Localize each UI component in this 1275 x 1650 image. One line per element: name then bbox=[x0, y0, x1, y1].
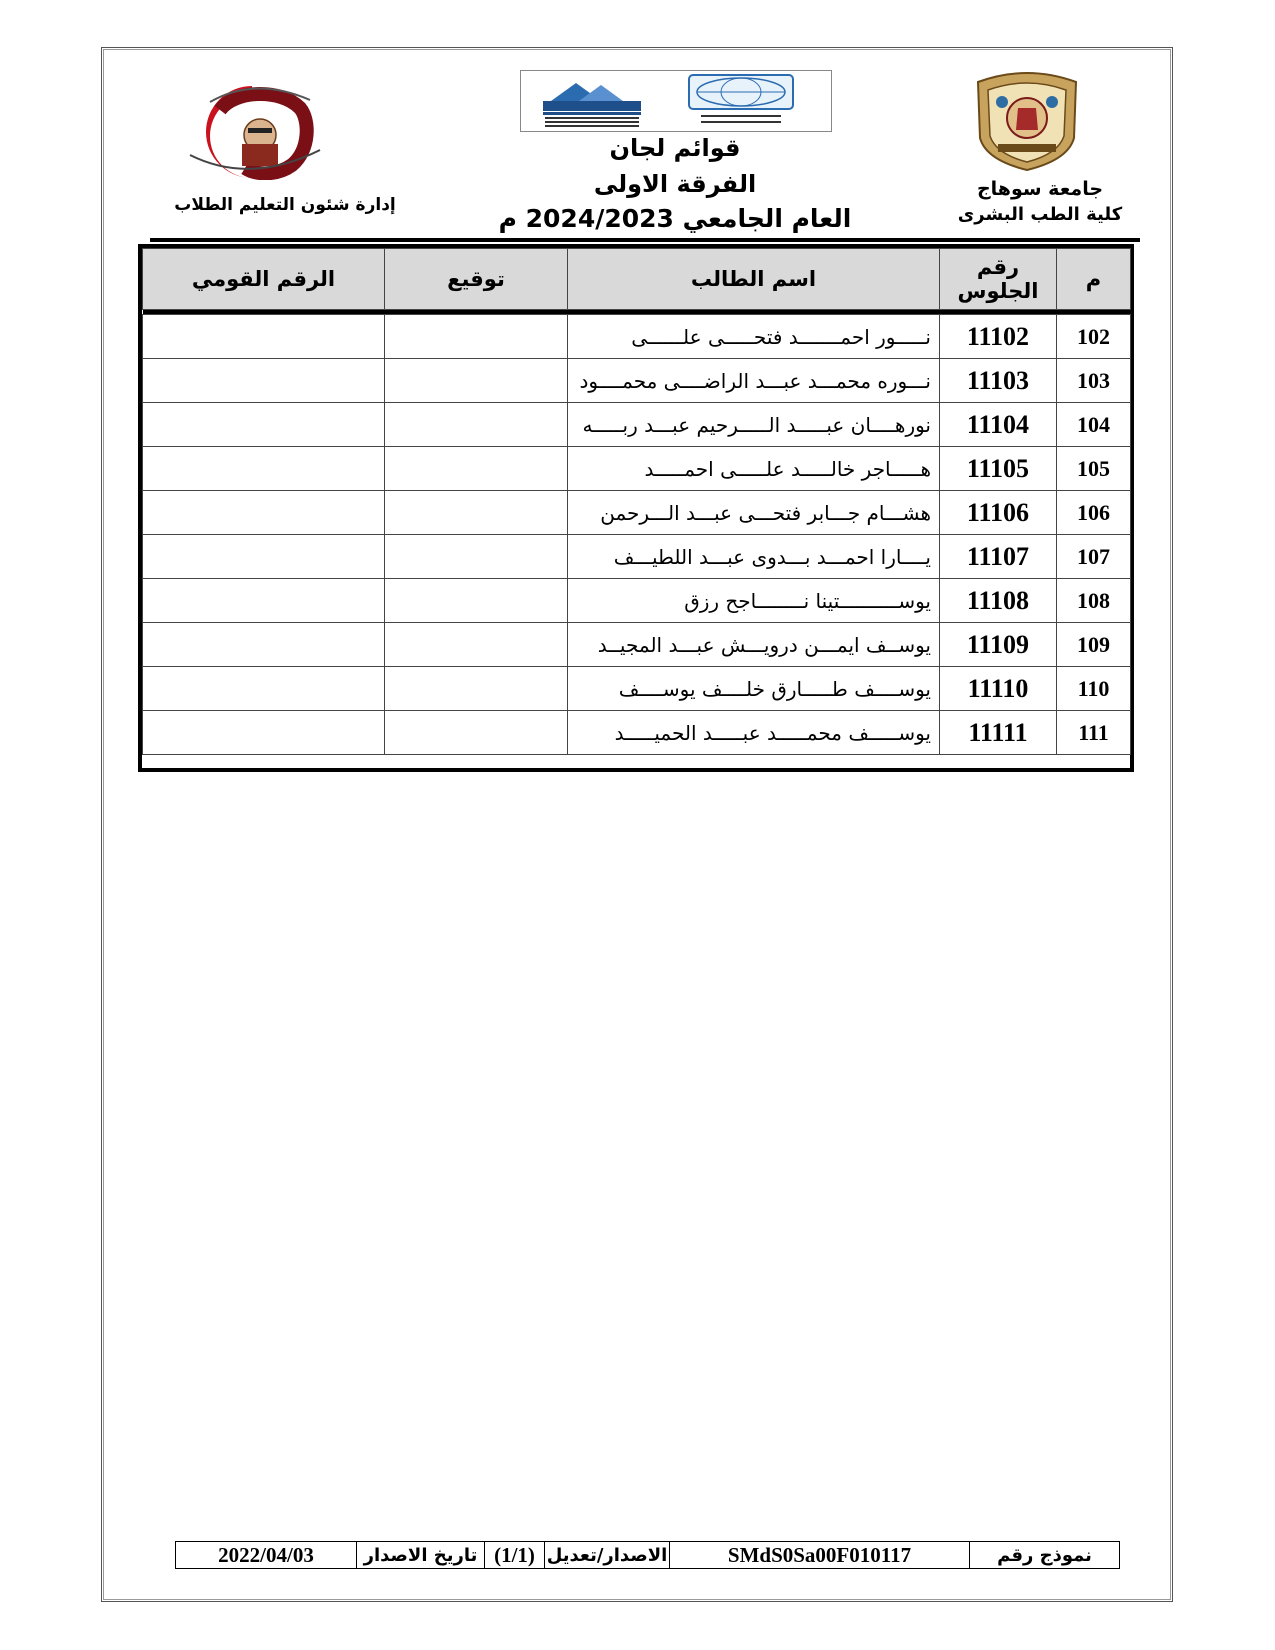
table-row bbox=[143, 623, 1131, 667]
row-index: 103 bbox=[1057, 359, 1131, 403]
faculty-name: كلية الطب البشرى bbox=[957, 204, 1123, 225]
row-index: 102 bbox=[1057, 315, 1131, 359]
table-row bbox=[143, 403, 1131, 447]
university-name: جامعة سوهاج bbox=[976, 178, 1104, 200]
form-number-label: نموذج رقم bbox=[969, 1542, 1119, 1568]
col-header-index: م bbox=[1057, 249, 1131, 310]
edition-label: الاصدار/تعديل bbox=[544, 1542, 669, 1568]
signature-cell[interactable] bbox=[385, 535, 568, 579]
header-divider bbox=[150, 238, 1140, 242]
student-name: نـــوره محمـــد عبـــد الراضــــى محمــــود bbox=[568, 359, 940, 403]
table-row bbox=[143, 667, 1131, 711]
row-index: 111 bbox=[1057, 711, 1131, 755]
national-id-cell[interactable] bbox=[143, 579, 385, 623]
table-row bbox=[143, 359, 1131, 403]
department-name: إدارة شئون التعليم الطلاب bbox=[174, 195, 396, 215]
row-index: 104 bbox=[1057, 403, 1131, 447]
signature-cell[interactable] bbox=[385, 403, 568, 447]
student-name: يوســــف طـــــارق خلــــف يوســــف bbox=[568, 667, 940, 711]
signature-cell[interactable] bbox=[385, 315, 568, 359]
seat-number: 11102 bbox=[940, 315, 1057, 359]
student-name: يــــارا احمـــد بـــدوى عبـــد اللطيـــف bbox=[568, 535, 940, 579]
table-header-row bbox=[143, 249, 1131, 310]
signature-cell[interactable] bbox=[385, 667, 568, 711]
signature-cell[interactable] bbox=[385, 359, 568, 403]
table-row bbox=[143, 711, 1131, 755]
certification-logos bbox=[520, 70, 832, 132]
student-name: يوســــــــــتينا نــــــــاجح رزق bbox=[568, 579, 940, 623]
academic-year: العام الجامعي 2024/2023 م bbox=[498, 204, 852, 233]
seat-number: 11103 bbox=[940, 359, 1057, 403]
col-header-seat-number: رقم الجلوس bbox=[940, 249, 1057, 310]
table-row bbox=[143, 579, 1131, 623]
national-id-cell[interactable] bbox=[143, 623, 385, 667]
student-name: نورهــــان عبـــــد الـــــرحيم عبـــد ربـــــه bbox=[568, 403, 940, 447]
table-row bbox=[143, 535, 1131, 579]
table-body bbox=[143, 315, 1131, 755]
table-row bbox=[143, 315, 1131, 359]
seat-number: 11111 bbox=[940, 711, 1057, 755]
national-id-cell[interactable] bbox=[143, 315, 385, 359]
col-header-student-name: اسم الطالب bbox=[568, 249, 940, 310]
national-id-cell[interactable] bbox=[143, 359, 385, 403]
row-index: 108 bbox=[1057, 579, 1131, 623]
students-table bbox=[138, 244, 1134, 772]
seat-number: 11105 bbox=[940, 447, 1057, 491]
seat-number: 11109 bbox=[940, 623, 1057, 667]
sohag-university-seal bbox=[968, 68, 1086, 173]
student-name: نـــــور احمـــــــد فتحـــــى علــــــى bbox=[568, 315, 940, 359]
table-row bbox=[143, 447, 1131, 491]
seat-number: 11104 bbox=[940, 403, 1057, 447]
national-id-cell[interactable] bbox=[143, 535, 385, 579]
signature-cell[interactable] bbox=[385, 623, 568, 667]
certification-badges bbox=[521, 71, 831, 131]
form-info-footer bbox=[175, 1541, 1120, 1569]
row-index: 107 bbox=[1057, 535, 1131, 579]
student-name: هشـــام جـــابر فتحـــى عبـــد الـــرحمن bbox=[568, 491, 940, 535]
col-header-national-id: الرقم القومي bbox=[143, 249, 385, 310]
student-name: هـــــاجر خالـــــد علـــــى احمـــــد bbox=[568, 447, 940, 491]
signature-cell[interactable] bbox=[385, 491, 568, 535]
signature-cell[interactable] bbox=[385, 579, 568, 623]
seat-number: 11110 bbox=[940, 667, 1057, 711]
table-row bbox=[143, 491, 1131, 535]
student-name: يوســف ايمـــن درويـــش عبـــد المجيــد bbox=[568, 623, 940, 667]
seat-number: 11106 bbox=[940, 491, 1057, 535]
student-name: يوســـــف محمـــــد عبـــــد الحميـــــد bbox=[568, 711, 940, 755]
edition-value: (1/1) bbox=[484, 1542, 544, 1568]
col-header-signature: توقيع bbox=[385, 249, 568, 310]
document-title: قوائم لجان bbox=[609, 134, 741, 162]
issue-date: 2022/04/03 bbox=[218, 1542, 314, 1567]
faculty-of-medicine-logo bbox=[160, 80, 345, 180]
students-grid bbox=[142, 248, 1131, 755]
issue-date-label: تاريخ الاصدار bbox=[356, 1542, 484, 1568]
signature-cell[interactable] bbox=[385, 711, 568, 755]
row-index: 106 bbox=[1057, 491, 1131, 535]
national-id-cell[interactable] bbox=[143, 447, 385, 491]
signature-cell[interactable] bbox=[385, 447, 568, 491]
form-code: SMdS0Sa00F010117 bbox=[669, 1542, 969, 1568]
row-index: 110 bbox=[1057, 667, 1131, 711]
row-index: 105 bbox=[1057, 447, 1131, 491]
national-id-cell[interactable] bbox=[143, 403, 385, 447]
seat-number: 11107 bbox=[940, 535, 1057, 579]
row-index: 109 bbox=[1057, 623, 1131, 667]
national-id-cell[interactable] bbox=[143, 711, 385, 755]
national-id-cell[interactable] bbox=[143, 491, 385, 535]
seat-number: 11108 bbox=[940, 579, 1057, 623]
class-name: الفرقة الاولى bbox=[593, 170, 757, 198]
national-id-cell[interactable] bbox=[143, 667, 385, 711]
